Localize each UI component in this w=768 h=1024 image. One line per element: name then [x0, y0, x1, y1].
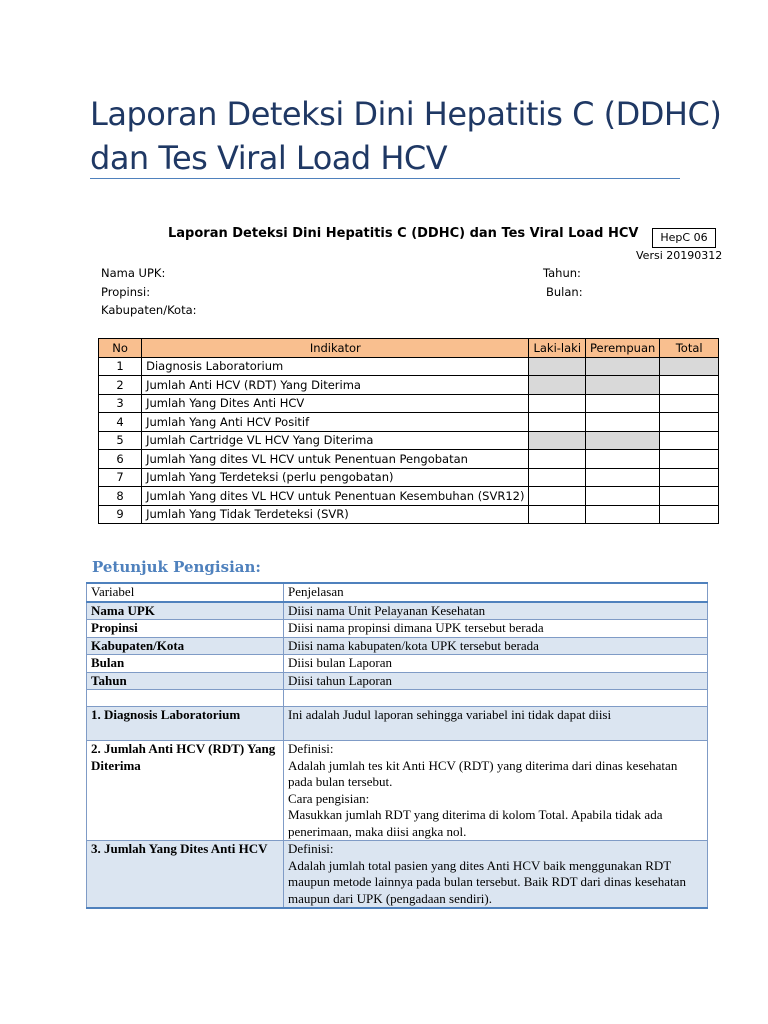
indicator-header-row [99, 339, 719, 358]
indicator-row [99, 357, 719, 376]
penjelasan-line: Diisi nama kabupaten/kota UPK tersebut berada [288, 637, 539, 653]
col-penjelasan: Penjelasan [284, 583, 708, 602]
field-kabupaten: Kabupaten/Kota: [101, 303, 197, 317]
indicator-label: Jumlah Yang Dites Anti HCV [142, 394, 529, 413]
cell-laki-laki [529, 376, 586, 395]
penjelasan-line: Definisi: [288, 741, 334, 756]
petunjuk-heading: Petunjuk Pengisian: [92, 558, 261, 576]
indicator-row [99, 487, 719, 506]
cell-laki-laki [529, 413, 586, 432]
petunjuk-variabel: 3. Jumlah Yang Dites Anti HCV [87, 841, 284, 909]
indicator-label: Jumlah Yang Anti HCV Positif [142, 413, 529, 432]
indicator-no: 6 [99, 450, 142, 469]
petunjuk-variabel: 2. Jumlah Anti HCV (RDT) Yang Diterima [87, 741, 284, 841]
col-variabel: Variabel [87, 583, 284, 602]
cell-perempuan [586, 413, 660, 432]
page-title: Laporan Deteksi Dini Hepatitis C (DDHC) dan Tes Viral Load HCV [90, 95, 722, 177]
petunjuk-penjelasan [284, 707, 708, 741]
petunjuk-variabel: 1. Diagnosis Laboratorium [87, 707, 284, 741]
indicator-label: Jumlah Cartridge VL HCV Yang Diterima [142, 431, 529, 450]
form-version: Versi 20190312 [636, 249, 723, 262]
form-heading: Laporan Deteksi Dini Hepatitis C (DDHC) dan Tes Viral Load HCV [168, 226, 639, 241]
indicator-row [99, 505, 719, 524]
col-perempuan: Perempuan [586, 339, 660, 358]
petunjuk-variabel: Bulan [87, 655, 284, 673]
penjelasan-line: Ini adalah Judul laporan sehingga variabel ini tidak dapat diisi [288, 707, 612, 722]
indicator-label: Jumlah Yang Tidak Terdeteksi (SVR) [142, 505, 529, 524]
indicator-no: 3 [99, 394, 142, 413]
penjelasan-line: Diisi nama Unit Pelayanan Kesehatan [288, 602, 486, 618]
indicator-row [99, 394, 719, 413]
indicator-row [99, 468, 719, 487]
petunjuk-penjelasan [284, 741, 708, 841]
petunjuk-row [87, 620, 708, 638]
penjelasan-line: Diisi bulan Laporan [288, 655, 392, 670]
penjelasan-line: Adalah jumlah tes kit Anti HCV (RDT) yang diterima dari dinas kesehatan pada bulan tersebut. [288, 757, 678, 789]
cell-perempuan [586, 357, 660, 376]
cell-laki-laki [529, 431, 586, 450]
cell-laki-laki [529, 357, 586, 376]
petunjuk-variabel: Kabupaten/Kota [87, 637, 284, 655]
penjelasan-line: Diisi nama propinsi dimana UPK tersebut berada [288, 620, 544, 635]
cell-total [660, 376, 719, 395]
cell-total [660, 413, 719, 432]
petunjuk-variabel: Nama UPK [87, 602, 284, 620]
form-code-box: HepC 06 [652, 228, 716, 248]
penjelasan-line: Cara pengisian: [288, 790, 370, 806]
petunjuk-variabel: Propinsi [87, 620, 284, 638]
indicator-label: Diagnosis Laboratorium [142, 357, 529, 376]
field-nama-upk: Nama UPK: [101, 266, 166, 280]
cell-total [660, 450, 719, 469]
petunjuk-row [87, 707, 708, 741]
penjelasan-line: Definisi: [288, 841, 334, 856]
petunjuk-header-row [87, 583, 708, 602]
cell-perempuan [586, 468, 660, 487]
indicator-row [99, 431, 719, 450]
field-propinsi: Propinsi: [101, 285, 151, 299]
cell-laki-laki [529, 394, 586, 413]
indicator-no: 5 [99, 431, 142, 450]
indicator-label: Jumlah Yang Terdeteksi (perlu pengobatan) [142, 468, 529, 487]
field-bulan: Bulan: [546, 285, 583, 299]
indicator-no: 9 [99, 505, 142, 524]
petunjuk-variabel [87, 690, 284, 707]
cell-laki-laki [529, 450, 586, 469]
indicator-row [99, 450, 719, 469]
cell-perempuan [586, 505, 660, 524]
cell-perempuan [586, 376, 660, 395]
cell-total [660, 505, 719, 524]
petunjuk-penjelasan [284, 620, 708, 638]
petunjuk-penjelasan [284, 690, 708, 707]
petunjuk-penjelasan [284, 655, 708, 673]
petunjuk-row [87, 672, 708, 690]
penjelasan-line: Masukkan jumlah RDT yang diterima di kolom Total. Apabila tidak ada penerimaan, maka diisi angka nol. [288, 807, 663, 839]
indicator-label: Jumlah Yang dites VL HCV untuk Penentuan Kesembuhan (SVR12) [142, 487, 529, 506]
cell-laki-laki [529, 487, 586, 506]
petunjuk-penjelasan [284, 672, 708, 690]
penjelasan-line: Diisi tahun Laporan [288, 672, 392, 688]
cell-total [660, 394, 719, 413]
col-laki-laki: Laki-laki [529, 339, 586, 358]
title-underline [90, 178, 680, 179]
indicator-no: 4 [99, 413, 142, 432]
cell-laki-laki [529, 468, 586, 487]
col-indikator: Indikator [142, 339, 529, 358]
petunjuk-variabel: Tahun [87, 672, 284, 690]
indicator-no: 7 [99, 468, 142, 487]
indicator-no: 2 [99, 376, 142, 395]
petunjuk-row [87, 690, 708, 707]
petunjuk-table [86, 582, 708, 909]
cell-total [660, 357, 719, 376]
penjelasan-line: Adalah jumlah total pasien yang dites Anti HCV baik menggunakan RDT maupun metode lainnya pada bulan tersebut. Baik RDT dari dinas kesehatan maupun dari UPK (pengadaan sendiri). [288, 857, 686, 906]
cell-perempuan [586, 450, 660, 469]
indicator-no: 8 [99, 487, 142, 506]
petunjuk-penjelasan [284, 637, 708, 655]
indicator-table [98, 338, 719, 524]
petunjuk-row [87, 741, 708, 841]
cell-total [660, 468, 719, 487]
indicator-no: 1 [99, 357, 142, 376]
cell-perempuan [586, 431, 660, 450]
field-tahun: Tahun: [543, 266, 581, 280]
cell-laki-laki [529, 505, 586, 524]
indicator-row [99, 376, 719, 395]
petunjuk-row [87, 602, 708, 620]
indicator-label: Jumlah Yang dites VL HCV untuk Penentuan Pengobatan [142, 450, 529, 469]
petunjuk-penjelasan [284, 841, 708, 909]
petunjuk-row [87, 841, 708, 909]
petunjuk-row [87, 637, 708, 655]
cell-perempuan [586, 487, 660, 506]
petunjuk-row [87, 655, 708, 673]
indicator-row [99, 413, 719, 432]
col-no: No [99, 339, 142, 358]
indicator-label: Jumlah Anti HCV (RDT) Yang Diterima [142, 376, 529, 395]
cell-total [660, 487, 719, 506]
col-total: Total [660, 339, 719, 358]
cell-total [660, 431, 719, 450]
petunjuk-penjelasan [284, 602, 708, 620]
cell-perempuan [586, 394, 660, 413]
